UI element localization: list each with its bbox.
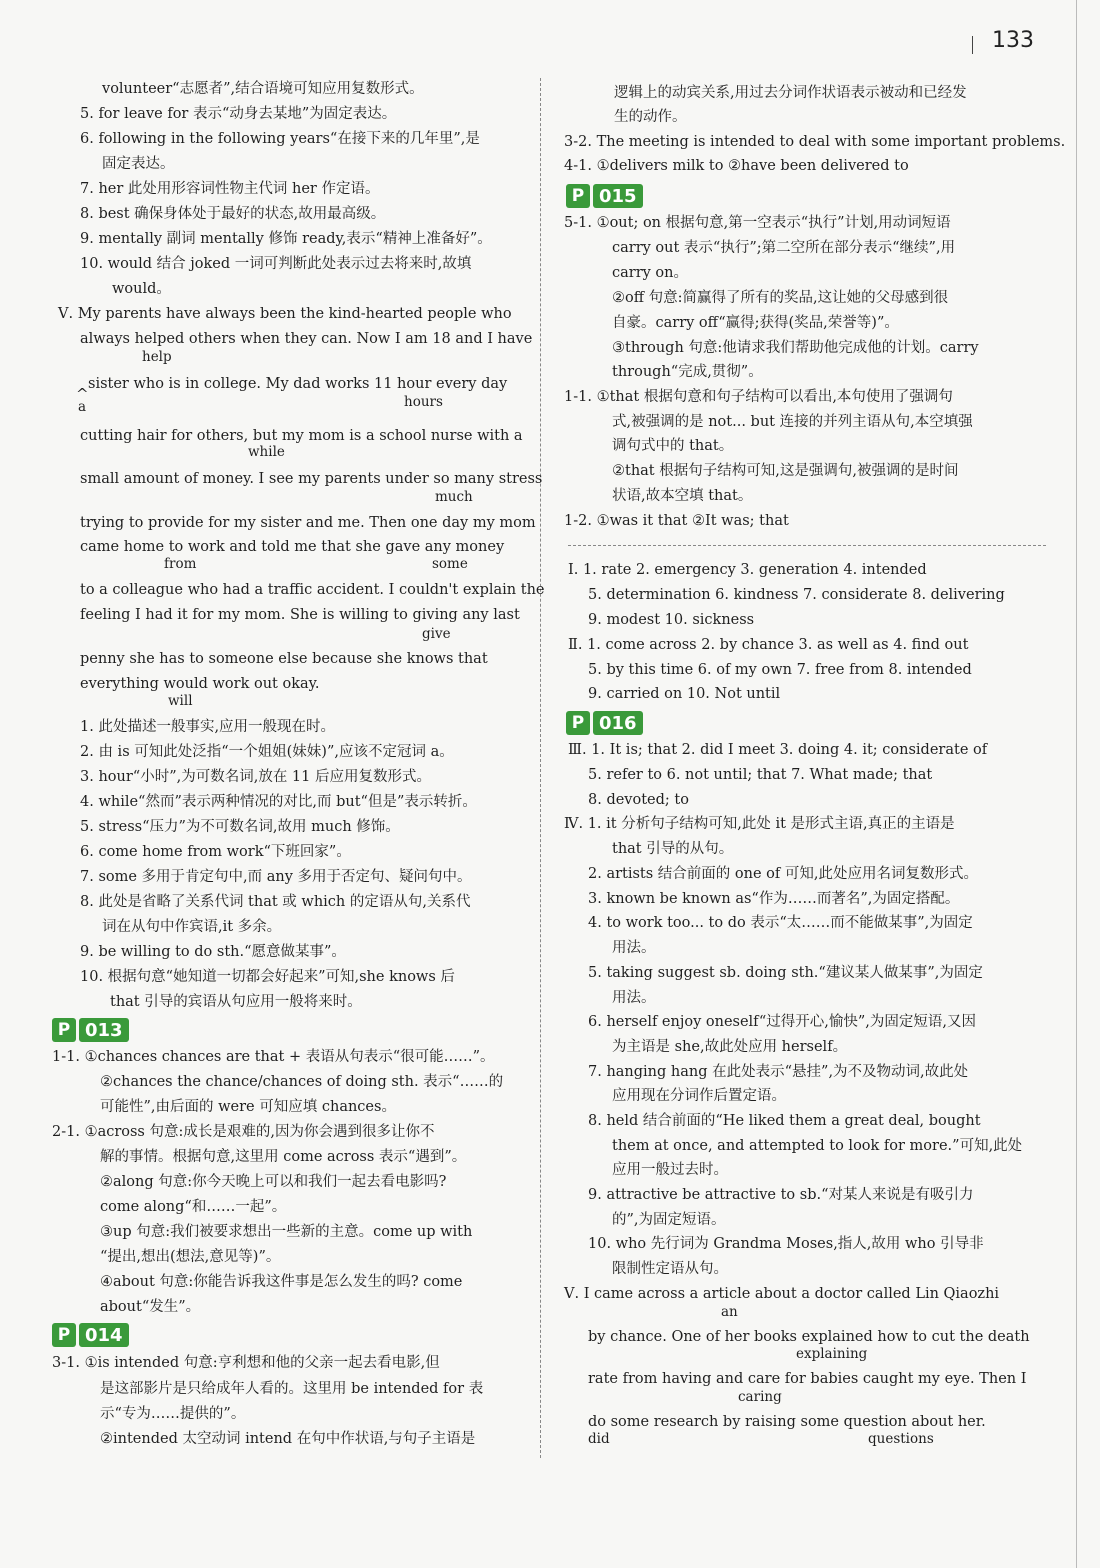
text-line: 解的事情。根据句意,这里用 come across 表示“遇到”。 bbox=[100, 1149, 467, 1165]
section-badge-014 bbox=[52, 1323, 129, 1347]
answer-item: 5. by this time 6. of my own 7. free from 8. intended bbox=[588, 662, 972, 678]
explanation-item: 4. while“然而”表示两种情况的对比,而 but“但是”表示转折。 bbox=[80, 794, 477, 810]
answer-item: Ⅰ. 1. rate 2. emergency 3. generation 4. intended bbox=[568, 562, 927, 578]
section-separator bbox=[568, 545, 1046, 546]
answer-item: 6. following in the following years“在接下来的几年里”,是 bbox=[80, 131, 480, 147]
answer-item: 5-1. ①out; on 根据句意,第一空表示“执行”计划,用动词短语 bbox=[564, 215, 951, 231]
page-edge bbox=[1076, 0, 1077, 1568]
text-line: 可能性”,由后面的 were 可知应填 chances。 bbox=[100, 1099, 396, 1115]
text-line: 用法。 bbox=[612, 940, 656, 956]
explanation-item: 3. hour“小时”,为可数名词,放在 11 后应用复数形式。 bbox=[80, 769, 431, 785]
answer-item: ②intended 太空动词 intend 在句中作状语,与句子主语是 bbox=[100, 1431, 476, 1447]
p-icon: P bbox=[566, 184, 590, 208]
passage-line: rate from having and care for babies caught my eye. Then I bbox=[588, 1371, 1027, 1387]
answer-item: 5. determination 6. kindness 7. considerate 8. delivering bbox=[588, 587, 1005, 603]
answer-item: 9. modest 10. sickness bbox=[588, 612, 755, 628]
explanation-item: 8. 此处是省略了关系代词 that 或 which 的定语从句,关系代 bbox=[80, 894, 471, 910]
answer-item: Ⅳ. 1. it 分析句子结构可知,此处 it 是形式主语,真正的主语是 bbox=[564, 816, 955, 832]
answer-item: 5. refer to 6. not until; that 7. What made; that bbox=[588, 767, 933, 783]
text-line: would。 bbox=[112, 281, 171, 297]
answer-item: 4-1. ①delivers milk to ②have been delivered to bbox=[564, 158, 909, 174]
badge-number: 015 bbox=[593, 184, 643, 208]
answer-item: ②chances the chance/chances of doing sth. 表示“……的 bbox=[100, 1074, 504, 1090]
explanation-item: 2. 由 is 可知此处泛指“一个姐姐(妹妹)”,应该不定冠词 a。 bbox=[80, 744, 454, 760]
text-line: 固定表达。 bbox=[102, 156, 175, 172]
text-line: 应用现在分词作后置定语。 bbox=[612, 1088, 786, 1104]
text-line: carry on。 bbox=[612, 265, 688, 281]
answer-item: 1-1. ①that 根据句意和句子结构可以看出,本句使用了强调句 bbox=[564, 389, 953, 405]
passage-line: always helped others when they can. Now I am 18 and I have bbox=[80, 331, 533, 347]
correction: help bbox=[142, 349, 172, 365]
answer-item: 8. devoted; to bbox=[588, 792, 689, 808]
answer-item: 8. held 结合前面的“He liked them a great deal, bought bbox=[588, 1113, 981, 1129]
explanation-item: 5. stress“压力”为不可数名词,故用 much 修饰。 bbox=[80, 819, 400, 835]
answer-item: 3. known be known as“作为……而著名”,为固定搭配。 bbox=[588, 891, 960, 907]
answer-item: ④about 句意:你能告诉我这件事是怎么发生的吗? come bbox=[100, 1274, 463, 1290]
passage-line: trying to provide for my sister and me. Then one day my mom bbox=[80, 515, 536, 531]
explanation-item: 6. come home from work“下班回家”。 bbox=[80, 844, 351, 860]
correction: some bbox=[432, 556, 468, 572]
answer-item: 7. her 此处用形容词性物主代词 her 作定语。 bbox=[80, 181, 380, 197]
answer-item: 9. mentally 副词 mentally 修饰 ready,表示“精神上准备好”。 bbox=[80, 231, 492, 247]
correction: hours bbox=[404, 394, 443, 410]
passage-line: feeling I had it for my mom. She is willing to giving any last bbox=[80, 607, 520, 623]
text-line: 是这部影片是只给成年人看的。这里用 be intended for 表 bbox=[100, 1381, 484, 1397]
text-line: volunteer“志愿者”,结合语境可知应用复数形式。 bbox=[102, 81, 424, 97]
answer-item: 5. for leave for 表示“动身去某地”为固定表达。 bbox=[80, 106, 397, 122]
text-line: that 引导的从句。 bbox=[612, 841, 734, 857]
section-badge-015 bbox=[566, 184, 643, 208]
text-line: them at once, and attempted to look for more.”可知,此处 bbox=[612, 1138, 1023, 1154]
explanation-item: 1. 此处描述一般事实,应用一般现在时。 bbox=[80, 719, 336, 735]
text-line: through“完成,贯彻”。 bbox=[612, 364, 763, 380]
answer-item: ②along 句意:你今天晚上可以和我们一起去看电影吗? bbox=[100, 1174, 447, 1190]
text-line: 应用一般过去时。 bbox=[612, 1162, 728, 1178]
passage-line: Ⅴ. I came across a article about a doctor called Lin Qiaozhi bbox=[564, 1286, 1000, 1302]
answer-item: 10. would 结合 joked 一词可判断此处表示过去将来时,故填 bbox=[80, 256, 472, 272]
correction: explaining bbox=[796, 1346, 868, 1362]
answer-item: Ⅱ. 1. come across 2. by chance 3. as well as 4. find out bbox=[568, 637, 969, 653]
text-line: come along“和……一起”。 bbox=[100, 1199, 287, 1215]
answer-item: Ⅲ. 1. It is; that 2. did I meet 3. doing 4. it; considerate of bbox=[568, 742, 988, 758]
answer-item: ②that 根据句子结构可知,这是强调句,被强调的是时间 bbox=[612, 463, 959, 479]
text-line: 为主语是 she,故此处应用 herself。 bbox=[612, 1039, 848, 1055]
text-line: 词在从句中作宾语,it 多余。 bbox=[102, 919, 282, 935]
explanation-item: 7. some 多用于肯定句中,而 any 多用于否定句、疑问句中。 bbox=[80, 869, 472, 885]
page-number-bar bbox=[972, 36, 973, 54]
correction: did bbox=[588, 1431, 610, 1447]
badge-number: 014 bbox=[79, 1323, 129, 1347]
p-icon: P bbox=[566, 711, 590, 735]
text-line: 逻辑上的动宾关系,用过去分词作状语表示被动和已经发 bbox=[614, 85, 967, 101]
text-line: 的”,为固定短语。 bbox=[612, 1212, 726, 1228]
text-line: 生的动作。 bbox=[614, 109, 687, 125]
passage-line: by chance. One of her books explained how to cut the death bbox=[588, 1329, 1030, 1345]
text-line: 式,被强调的是 not... but 连接的并列主语从句,本空填强 bbox=[612, 414, 973, 430]
passage-line: Ⅴ. My parents have always been the kind-hearted people who bbox=[58, 306, 512, 322]
passage-line: everything would work out okay. bbox=[80, 676, 320, 692]
page-number: 133 bbox=[992, 28, 1034, 53]
answer-item: 7. hanging hang 在此处表示“悬挂”,为不及物动词,故此处 bbox=[588, 1064, 969, 1080]
answer-item: 1-1. ①chances chances are that + 表语从句表示“很可能……”。 bbox=[52, 1049, 495, 1065]
answer-item: 8. best 确保身体处于最好的状态,故用最高级。 bbox=[80, 206, 386, 222]
p-icon: P bbox=[52, 1018, 76, 1042]
answer-item: ②off 句意:简赢得了所有的奖品,这让她的父母感到很 bbox=[612, 290, 949, 306]
passage-line: penny she has to someone else because she knows that bbox=[80, 651, 488, 667]
badge-number: 013 bbox=[79, 1018, 129, 1042]
answer-item: 9. carried on 10. Not until bbox=[588, 686, 781, 702]
correction: questions bbox=[868, 1431, 934, 1447]
passage-line: came home to work and told me that she gave any money bbox=[80, 539, 505, 555]
correction: a bbox=[78, 399, 87, 415]
text-line: 用法。 bbox=[612, 990, 656, 1006]
passage-line: do some research by raising some question about her. bbox=[588, 1414, 986, 1430]
correction: from bbox=[164, 556, 197, 572]
explanation-item: 10. 根据句意“她知道一切都会好起来”可知,she knows 后 bbox=[80, 969, 455, 985]
answer-item: 1-2. ①was it that ②It was; that bbox=[564, 513, 789, 529]
answer-item: 4. to work too... to do 表示“太……而不能做某事”,为固定 bbox=[588, 915, 973, 931]
correction: caring bbox=[738, 1389, 782, 1405]
text-line: 示“专为……提供的”。 bbox=[100, 1406, 246, 1422]
correction: while bbox=[248, 444, 285, 460]
answer-item: ③up 句意:我们被要求想出一些新的主意。come up with bbox=[100, 1224, 473, 1240]
answer-item: 9. attractive be attractive to sb.“对某人来说是有吸引力 bbox=[588, 1187, 974, 1203]
correction: will bbox=[168, 693, 193, 709]
answer-item: 3-2. The meeting is intended to deal with some important problems. bbox=[564, 134, 1066, 150]
passage-line: to a colleague who had a traffic accident. I couldn't explain the bbox=[80, 582, 545, 598]
text-line: “提出,想出(想法,意见等)”。 bbox=[100, 1249, 281, 1265]
passage-line: sister who is in college. My dad works 11 hour every day bbox=[88, 376, 508, 392]
text-line: 限制性定语从句。 bbox=[612, 1261, 728, 1277]
section-badge-013 bbox=[52, 1018, 129, 1042]
text-line: 自豪。carry off“赢得;获得(奖品,荣誉等)”。 bbox=[612, 315, 899, 331]
p-icon: P bbox=[52, 1323, 76, 1347]
correction: much bbox=[435, 489, 473, 505]
answer-item: 2-1. ①across 句意:成长是艰难的,因为你会遇到很多让你不 bbox=[52, 1124, 435, 1140]
answer-item: 5. taking suggest sb. doing sth.“建议某人做某事”,为固定 bbox=[588, 965, 983, 981]
insert-mark: ^ bbox=[76, 385, 89, 403]
passage-line: small amount of money. I see my parents under so many stress bbox=[80, 471, 543, 487]
section-badge-016 bbox=[566, 711, 643, 735]
explanation-item: 9. be willing to do sth.“愿意做某事”。 bbox=[80, 944, 346, 960]
answer-item: 2. artists 结合前面的 one of 可知,此处应用名词复数形式。 bbox=[588, 866, 978, 882]
answer-item: 6. herself enjoy oneself“过得开心,愉快”,为固定短语,又因 bbox=[588, 1014, 976, 1030]
column-divider bbox=[540, 78, 541, 1458]
badge-number: 016 bbox=[593, 711, 643, 735]
answer-item: 10. who 先行词为 Grandma Moses,指人,故用 who 引导非 bbox=[588, 1236, 984, 1252]
passage-line: cutting hair for others, but my mom is a school nurse with a bbox=[80, 428, 523, 444]
text-line: that 引导的宾语从句应用一般将来时。 bbox=[110, 994, 362, 1010]
answer-item: ③through 句意:他请求我们帮助他完成他的计划。carry bbox=[612, 340, 979, 356]
text-line: 状语,故本空填 that。 bbox=[612, 488, 753, 504]
correction: an bbox=[721, 1304, 738, 1320]
text-line: 调句式中的 that。 bbox=[612, 438, 734, 454]
correction: give bbox=[422, 626, 451, 642]
text-line: carry out 表示“执行”;第二空所在部分表示“继续”,用 bbox=[612, 240, 956, 256]
answer-item: 3-1. ①is intended 句意:亨利想和他的父亲一起去看电影,但 bbox=[52, 1355, 440, 1371]
text-line: about“发生”。 bbox=[100, 1299, 201, 1315]
